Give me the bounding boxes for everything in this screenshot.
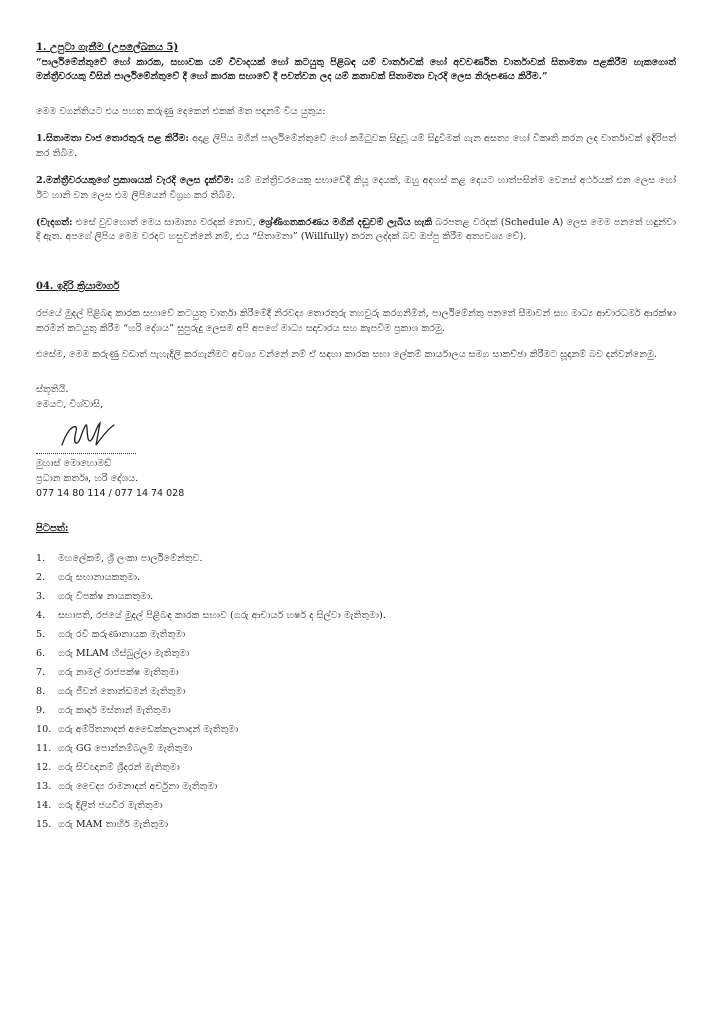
list-item (36, 606, 676, 625)
closing-thanks: ස්තූතියි. (36, 384, 69, 396)
list-item-text: ගරු ජීවන් තොන්ඩමන් මැතිතුමා (58, 685, 186, 697)
list-item-number: 10. (36, 723, 52, 735)
important-note (36, 216, 676, 246)
list-item-text: ගරු විපක්ෂ නායකතුමා. (58, 590, 154, 602)
note-bold: ශ්‍රේණිගතකරණය මගින් දඬුවම් ලැබිය හැකි (258, 216, 433, 228)
list-item (36, 549, 676, 568)
point-2-text: යම් මන්ත්‍රීවරයෙකු සභාවේදී කියූ දෙයක්, ඔහු අදහස් කළ දෙයට හාත්පසින්ම වෙනස් අර්ථයක් එන ලෙස හෝ ඊට හානි වන ලෙස එම ලිපියෙන් විග්‍රහ කර තිබීම. (36, 174, 677, 201)
list-item-number: 6. (36, 647, 46, 659)
closing-regards: මෙයට, විශ්වාසි, (36, 399, 104, 411)
signature-line (36, 453, 136, 454)
list-item-text: ගරු දිලිත් ජයවීර මැතිතුමා (58, 799, 163, 811)
list-item (36, 625, 676, 644)
list-item-text: ගරු කාදර් මස්තාන් මැතිතුමා (58, 704, 171, 716)
list-item-text: ගරු MAM තාහිර් මැතිතුමා (58, 818, 169, 830)
list-item-number: 11. (36, 742, 52, 754)
list-item-number: 14. (36, 799, 52, 811)
copies-title: පිටපත්: (36, 523, 69, 535)
list-item-number: 8. (36, 685, 46, 697)
note-text-a: එසේ වුවහොත් මෙය සාමාන්‍ය වරදක් නොව, (72, 216, 259, 228)
list-item-number: 12. (36, 761, 52, 773)
note-text-b: බරපතළ වරදක් (Schedule A) ලෙස මෙම පනතේ හඳුන්වා දී ඇත. අපගේ ලිපිය මෙම වරදට හසුවන්නේ නම්, එය “සිතාමතා” (Willfully) කරන ලද්දක් බව ඔප්පු කිරීම අත්‍යවශ්‍ය වේ). (36, 216, 677, 243)
list-item-number: 4. (36, 609, 46, 621)
signature (36, 413, 146, 453)
list-item-text: ගරු සභානායකතුමා. (58, 571, 141, 583)
point-2 (36, 174, 676, 204)
list-item (36, 682, 676, 701)
list-item-text: ගරු GG පොන්නම්බලම් මැතිතුමා (58, 742, 193, 754)
list-item-number: 15. (36, 818, 52, 830)
list-item-number: 2. (36, 571, 46, 583)
list-item-text: මහලේකම්, ශ්‍රී ලංකා පාර්ලිමේන්තුව. (58, 552, 203, 564)
signer-phone: 077 14 80 114 / 077 14 74 028 (36, 487, 185, 499)
list-item-text: ගරු සිවඥානම් ශ්‍රීදරන් මැතිතුමා (58, 761, 180, 773)
list-item (36, 739, 676, 758)
section-4-title: 04. ඉදිරි ක්‍රියාමාර්ග (36, 281, 120, 293)
point-1-label: 1.සිතාමතා වාජ තොරතුරු පළ කිරීම: (36, 133, 189, 145)
list-item-number: 1. (36, 552, 46, 564)
list-item-number: 3. (36, 590, 46, 602)
section-1 (36, 40, 676, 85)
signer-role: ප්‍රධාන කර්තෘ, හරි දේශය. (36, 472, 139, 484)
list-item (36, 701, 676, 720)
letter-page (36, 40, 676, 834)
section-1-title: 1. උපුටා ගැනීම (උපලේඛනය 5) (36, 42, 179, 53)
signature-scribble-icon (56, 415, 126, 453)
list-item-number: 13. (36, 780, 52, 792)
signer-name: මුහාස් මොහොමඩ් (36, 458, 112, 470)
section-4-para-1: රජයේ මුදල් පිළිබඳ කාරක සභාවේ කටයුතු වාර්තා කිරීමේදී නිරවද්‍ය තොරතුරු තහවුරු කරගනිමින්, පාර්ලිමේන්තු පනතේ සීමාවන් සහ මාධ්‍ය ආචාරධර්ම ආරක්ෂා කරමින් කටයුතු කිරීම “හරි දේශය” සුපුරුදු ලෙසම අපි අපගේ මාධ්‍ය සදාචාරය සහ කැපවීම ප්‍රකාශ කරමු. (36, 307, 676, 334)
note-label: (වැදගත්: (36, 216, 73, 228)
clause-intro: මෙම වගන්තියට එය පහත කරුණු දෙකෙන් එකක් මත පදනම් විය යුතුය: (36, 106, 326, 118)
point-1 (36, 132, 676, 162)
list-item-number: 7. (36, 666, 46, 678)
list-item-text: ගරු වෛද්‍ය රාමනාදන් අර්චුනා මැතිතුමා (58, 780, 218, 792)
list-item (36, 815, 676, 834)
list-item-text: ගරු නාමල් රාජපක්ෂ මැතිතුමා (58, 666, 179, 678)
clause-quote: “පාර්ලිමේන්තුවේ හෝ කාරක, සභාවක යම් විවාදයක් හෝ කටයුතු පිළිබඳ යම් වාර්තාවක් හෝ අවවර්ණිත වාර්තාවක් සිතාමතා පළකිරීම හැකගොත් මන්ත්‍රීවරයකු විසින් පාර්ලිමේන්තුවේ දී හෝ කාරක සභාවේ දී පවත්වන ලද යම් කතාවක් සිතාමතා වැරදි ලෙස නිරූපණය කිරීම.” (36, 56, 676, 83)
list-item-text: ගරු රවි කරුණානායක මැතිතුමා (58, 628, 186, 640)
list-item (36, 587, 676, 606)
point-1-text: අදාළ ලිපිය මගින් පාර්ලිමේන්තුවේ හෝ කමිටුවක සිදුවූ යම් සිදුවීමක් ගැන අසත්‍ය හෝ විකෘති කරන ලද වාර්තාවක් ඉදිරිපත් කර තිබීම. (36, 133, 676, 159)
copies-list (36, 549, 676, 834)
list-item (36, 777, 676, 796)
list-item-text: සභාපති, රජයේ මුදල් පිළිබඳ කාරක සභාව (ගරු ආචාර්ය හර්ෂ ද සිල්වා මැතිතුමා). (58, 609, 386, 621)
list-item (36, 758, 676, 777)
list-item-text: ගරු MLAM හිස්බුල්ලා මැතිතුමා (58, 647, 190, 659)
point-2-label: 2.මන්ත්‍රීවරයකුගේ ප්‍රකාශයක් වැරදි ලෙස දැක්වීම: (36, 174, 234, 186)
list-item-text: ගරු අම්රිතනාදන් අඩෛක්කලනාදන් මැතිතුමා (58, 723, 239, 735)
section-4-para-2: එසේම, මෙම කරුණු වඩාත් පැහැදිලි කරගැනීමට අවශ්‍ය වන්නේ නම් ඒ සඳහා කාරක සභා ලේකම් කාර්යාලය සමග සාකච්ඡා කිරීමට සූදානම් බව දන්වන්නෙමු. (36, 349, 657, 361)
list-item-number: 9. (36, 704, 46, 716)
list-item (36, 720, 676, 739)
list-item (36, 568, 676, 587)
list-item (36, 663, 676, 682)
list-item-number: 5. (36, 628, 46, 640)
list-item (36, 644, 676, 663)
list-item (36, 796, 676, 815)
